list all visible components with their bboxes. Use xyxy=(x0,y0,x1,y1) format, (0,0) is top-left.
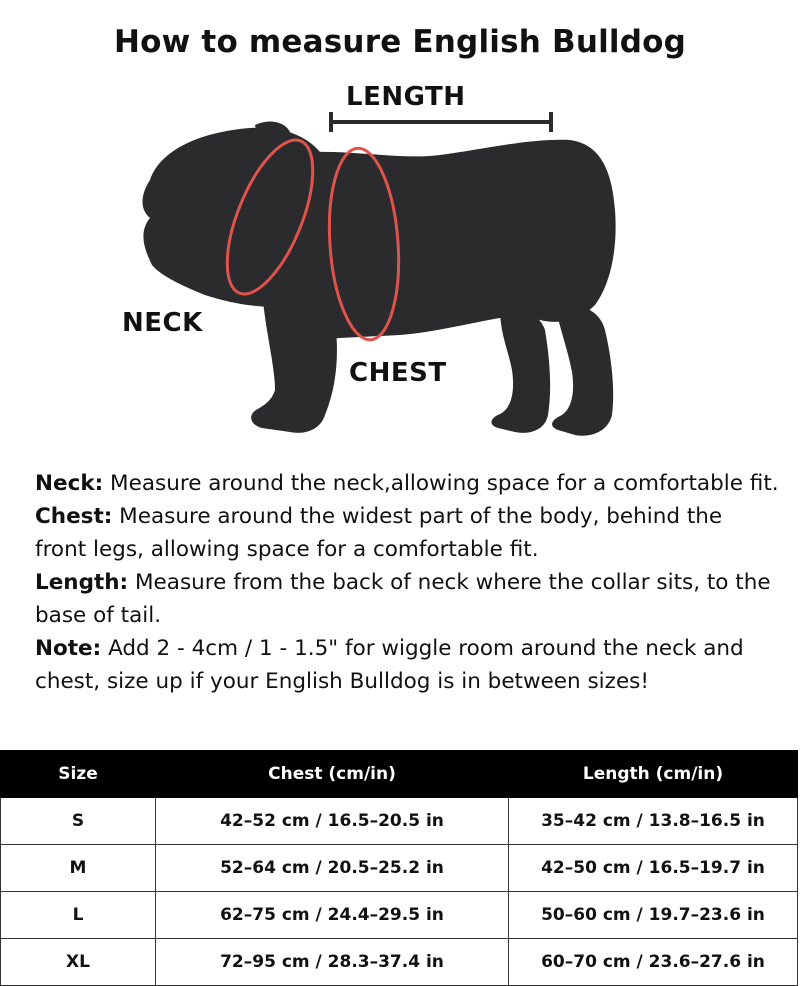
table-row xyxy=(1,845,798,892)
table-row xyxy=(1,798,798,845)
length-cell: 60–70 cm / 23.6–27.6 in xyxy=(509,939,798,986)
instruction-term: Note: xyxy=(35,636,102,661)
length-cell: 50–60 cm / 19.7–23.6 in xyxy=(509,892,798,939)
table-row xyxy=(1,939,798,986)
chest-cell: 62–75 cm / 24.4–29.5 in xyxy=(156,892,509,939)
measurement-instructions xyxy=(35,467,780,698)
size-cell: XL xyxy=(1,939,156,986)
chest-cell: 52–64 cm / 20.5–25.2 in xyxy=(156,845,509,892)
neck-label: NECK xyxy=(122,308,203,338)
table-header-row xyxy=(1,751,798,798)
size-cell: L xyxy=(1,892,156,939)
chest-cell: 42–52 cm / 16.5–20.5 in xyxy=(156,798,509,845)
instruction-text: Measure from the back of neck where the collar sits, to the base of tail. xyxy=(35,570,771,628)
length-cell: 35–42 cm / 13.8–16.5 in xyxy=(509,798,798,845)
instruction-term: Length: xyxy=(35,570,129,595)
column-header-chest: Chest (cm/in) xyxy=(156,751,509,798)
chest-cell: 72–95 cm / 28.3–37.4 in xyxy=(156,939,509,986)
measurement-diagram xyxy=(0,70,800,450)
instruction-note xyxy=(35,632,780,698)
instruction-text: Add 2 - 4cm / 1 - 1.5" for wiggle room around the neck and chest, size up if your English Bulldog is in between sizes! xyxy=(35,636,744,694)
instruction-term: Chest: xyxy=(35,504,113,529)
instruction-text: Measure around the neck,allowing space for a comfortable fit. xyxy=(103,471,779,496)
instruction-neck xyxy=(35,467,780,500)
page-title: How to measure English Bulldog xyxy=(113,24,687,60)
length-dimension-line xyxy=(331,112,551,132)
size-cell: M xyxy=(1,845,156,892)
instruction-chest xyxy=(35,500,780,566)
size-chart-table xyxy=(0,750,798,986)
instruction-text: Measure around the widest part of the body, behind the front legs, allowing space for a comfortable fit. xyxy=(35,504,723,562)
instruction-length xyxy=(35,566,780,632)
instruction-term: Neck: xyxy=(35,471,104,496)
column-header-length: Length (cm/in) xyxy=(509,751,798,798)
chest-label: CHEST xyxy=(349,358,447,388)
size-cell: S xyxy=(1,798,156,845)
bulldog-illustration xyxy=(0,70,800,450)
table-row xyxy=(1,892,798,939)
column-header-size: Size xyxy=(1,751,156,798)
length-cell: 42–50 cm / 16.5–19.7 in xyxy=(509,845,798,892)
length-label: LENGTH xyxy=(346,82,466,112)
